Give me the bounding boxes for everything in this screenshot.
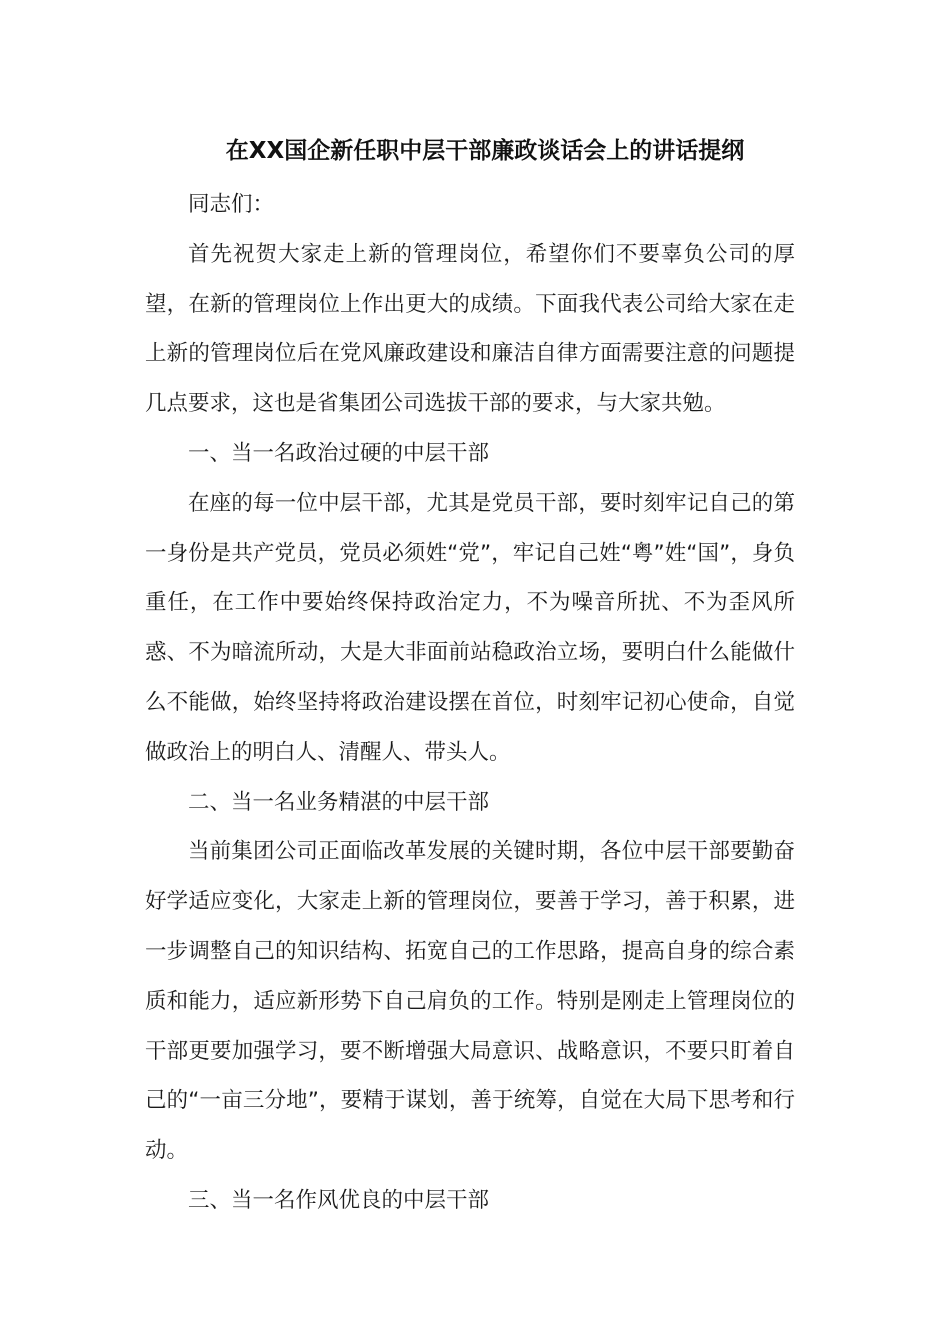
document-body	[145, 180, 795, 1226]
document-title: 在XX国企新任职中层干部廉政谈话会上的讲话提纲	[225, 138, 745, 164]
paragraph-intro: 首先祝贺大家走上新的管理岗位，希望你们不要辜负公司的厚望，在新的管理岗位上作出更大的成绩。下面我代表公司给大家在走上新的管理岗位后在党风廉政建设和廉洁自律方面需要注意的问题提几点要求，这也是省集团公司选拔干部的要求，与大家共勉。	[145, 241, 795, 417]
paragraph-section-2: 当前集团公司正面临改革发展的关键时期，各位中层干部要勤奋好学适应变化，大家走上新的管理岗位，要善于学习，善于积累，进一步调整自己的知识结构、拓宽自己的工作思路，提高自身的综合素质和能力，适应新形势下自己肩负的工作。特别是刚走上管理岗位的干部更要加强学习，要不断增强大局意识、战略意识，不要只盯着自己的“一亩三分地”，要精于谋划，善于统筹，自觉在大局下思考和行动。	[145, 839, 795, 1164]
salutation: 同志们：	[188, 192, 275, 217]
paragraph-section-1: 在座的每一位中层干部，尤其是党员干部，要时刻牢记自己的第一身份是共产党员，党员必须姓“党”，牢记自己姓“粤”姓“国”，身负重任，在工作中要始终保持政治定力，不为噪音所扰、不为歪风所惑、不为暗流所动，大是大非面前站稳政治立场，要明白什么能做什么不能做，始终坚持将政治建设摆在首位，时刻牢记初心使命，自觉做政治上的明白人、清醒人、带头人。	[145, 490, 795, 765]
section-heading-2: 二、当一名业务精湛的中层干部	[188, 789, 490, 815]
section-heading-3: 三、当一名作风优良的中层干部	[188, 1187, 490, 1213]
section-heading-1: 一、当一名政治过硬的中层干部	[188, 440, 490, 466]
